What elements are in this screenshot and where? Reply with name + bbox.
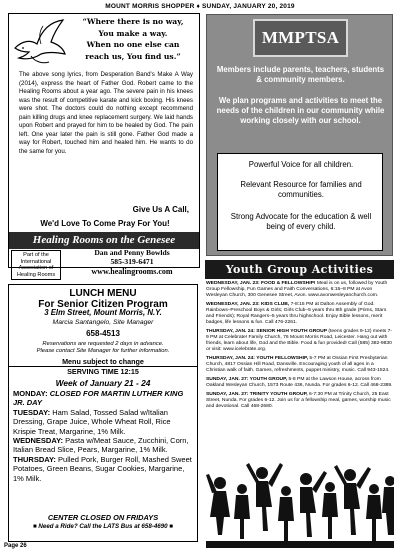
- site-manager: Marcia Santangelo, Site Manager: [52, 319, 154, 326]
- badge-line: Healing Rooms: [16, 271, 56, 278]
- youth-silhouette-illustration: [206, 455, 394, 548]
- site-address: 3 Elm Street, Mount Morris, N.Y.: [44, 308, 162, 317]
- item-text: 5-7 PM at Ossian First Presbyterian Church, 4817 Ossian Hill Road, Dansville. Encouraging youth of all ages in a Christian walk of faith. Games, refreshments, puppet ministry, music. Call 943-1524.: [206, 356, 390, 374]
- menu-day-tuesday: [13, 408, 195, 436]
- list-item: [206, 356, 394, 374]
- mmptsa-values: [217, 153, 383, 251]
- youth-group-list: [206, 281, 394, 413]
- day-label: THURSDAY:: [13, 454, 56, 464]
- menu-week: Week of January 21 - 24: [55, 378, 151, 388]
- names-line: Dan and Penny Bowlds: [94, 248, 170, 257]
- lunch-menu-header-box: [8, 284, 198, 367]
- item-text: 5-8 PM at the Lawson House, across from Oakland Wesleyan Church, 1573 Route 436, Nunda. For grades 6-12. Call 468-2389.: [206, 377, 393, 389]
- badge-line: Association of: [18, 265, 54, 272]
- song-quote: [67, 16, 199, 62]
- item-text: Meal is on us, followed by Youth Group Fellowship, Fun Games and Faith Conversations, 6:15–8 PM at Avon Wesleyan Church, 300 Genesee Street, Avon. www.avonwesleyanchurch.com.: [206, 281, 388, 299]
- youth-group-title: Youth Group Activities: [205, 260, 394, 279]
- item-head: THURSDAY, JAN. 24: SENIOR HIGH YOUTH GROUP: [206, 329, 327, 335]
- value-resource: Relevant Resource for families and communities.: [240, 180, 362, 199]
- association-badge: [11, 250, 61, 280]
- value-voice: Powerful Voice for all children.: [248, 160, 354, 169]
- item-head: WEDNESDAY, JAN. 23: FOOD & FELLOWSHIP!: [206, 281, 316, 286]
- item-text: (teens grades 9-12) meets 7-9 PM at Celebrate! Family Church, 76 Mount Morris Road, Leicester. Hang out with friends, learn about life, God and the Bible. Food & fun provided! Call (585) 382-9830 or visit: www.icelebrate.org.: [206, 329, 393, 353]
- page-number: Page 26: [4, 543, 27, 549]
- day-label: MONDAY:: [13, 389, 48, 398]
- day-text: Ham Salad, Tossed Salad w/Italian Dressing, Grape Juice, Whole Wheat Roll, Rice Krispie Treat, Margarine, 1% Milk.: [13, 407, 171, 436]
- value-advocate: Strong Advocate for the education & well being of every child.: [230, 212, 372, 231]
- lunch-menu-body: [8, 367, 198, 542]
- mmptsa-mission: We plan programs and activities to meet the needs of the children in our community while working closely with our school.: [216, 96, 385, 125]
- day-label: TUESDAY:: [13, 407, 51, 417]
- ride-note: ■ Need a Ride? Call the LATS Bus at 658-4690 ■: [32, 523, 174, 530]
- item-head: WEDNESDAY, JAN. 23: KIDS CLUB,: [206, 301, 290, 307]
- badge-line: International: [20, 258, 52, 265]
- day-label: WEDNESDAY:: [13, 436, 64, 446]
- mmptsa-title: MMPTSA: [253, 19, 348, 57]
- day-text: Pulled Pork, Burger Roll, Mashed Sweet Potatoes, Green Beans, Sugar Cookies, Margarine, 1% Milk.: [13, 454, 192, 483]
- day-text: CLOSED FOR MARTIN LUTHER KING JR. DAY: [13, 389, 184, 408]
- list-item: [206, 302, 394, 326]
- call-to-action-2: We'd Love To Come Pray For You!: [40, 219, 170, 228]
- healing-story: The above song lyrics, from Desperation Band's Make A Way (2014), express the heart of Father God. Robert came to the Healing Rooms about a year ago. The severe pain in his knees was the result of competitive karate and kick boxing. His knees were shot. The doctors could do nothing except recommend pain killing drugs and knee replacement surgery. We laid hands upon Robert and prayed for him to be healed by God. The pain left. One year later the pain is still gone. Father God made a way for Robert, touched him and healed him. He wants to do the same for you.: [19, 71, 193, 155]
- quote-line: reach us, You find us.”: [85, 51, 181, 61]
- contact-names: [65, 249, 199, 266]
- reservation-note: [9, 341, 197, 355]
- item-head: SUNDAY, JAN. 27: YOUTH GROUP,: [206, 377, 288, 383]
- closed-fridays-note: CENTER CLOSED ON FRIDAYS: [47, 513, 159, 522]
- page-header: MOUNT MORRIS SHOPPER ♦ SUNDAY, JANUARY 20, 2019: [105, 3, 295, 10]
- list-item: [206, 281, 394, 299]
- healing-rooms-ad: [8, 13, 200, 278]
- phone-line: 585-319-6471: [110, 256, 154, 266]
- item-text: 7-8:15 PM at Dalton Assembly of God. Rainbows–Preschool Boys & Girls; Girls Club–5 years thru 8th grade (Prims, Stars and Friends); Royal Rangers–5 years thru highschool. Enjoy Bible lessons, merit badges, life lessons & fun. Call 476-2261.: [206, 301, 387, 326]
- menu-day-wednesday: [13, 436, 195, 455]
- day-text: Pasta w/Meat Sauce, Zucchini, Corn, Italian Bread Slice, Pears, Margarine, 1% Milk.: [13, 436, 189, 455]
- menu-day-monday: [13, 389, 195, 408]
- dove-icon: [13, 18, 67, 66]
- note-line: Reservations are requested 2 days in advance.: [42, 341, 164, 347]
- mmptsa-members: Members include parents, teachers, students & community members.: [216, 65, 385, 84]
- badge-line: Part of the: [23, 252, 49, 258]
- item-text: 6-7:30 PM at Trinity Church, 25 East Street, Nunda. For grades 6-12. Join us for a fellowship meal, games, worship music and devotional. Call 468-2680.: [206, 391, 391, 410]
- quote-line: When no one else can: [86, 40, 180, 49]
- menu-subtitle-line: For Senior Citizen Program: [38, 299, 168, 310]
- mmptsa-ad: [206, 14, 393, 256]
- item-head: SUNDAY, JAN. 27: TRINITY YOUTH GROUP,: [206, 391, 308, 397]
- item-head: THURSDAY, JAN. 24: YOUTH FELLOWSHIP,: [206, 356, 308, 362]
- list-item: [206, 377, 394, 389]
- note-line: Please contact Site Manager for further information.: [36, 348, 170, 354]
- serving-time: SERVING TIME 12:15: [67, 367, 139, 376]
- lunch-menu-title: [9, 288, 197, 310]
- menu-change-note: Menu subject to change: [62, 357, 144, 366]
- quote-line: “Where there is no way,: [82, 17, 184, 26]
- list-item: [206, 392, 394, 410]
- site-phone: 658-4513: [86, 329, 120, 338]
- quote-line: You make a way.: [98, 28, 168, 38]
- healing-rooms-banner: Healing Rooms on the Genesee: [9, 232, 199, 249]
- menu-days: [13, 389, 195, 483]
- menu-day-thursday: [13, 455, 195, 483]
- call-to-action: Give Us A Call,: [132, 205, 189, 214]
- menu-title-line: LUNCH MENU: [69, 288, 137, 299]
- website-link[interactable]: www.healingrooms.com: [91, 267, 173, 276]
- list-item: [206, 329, 394, 353]
